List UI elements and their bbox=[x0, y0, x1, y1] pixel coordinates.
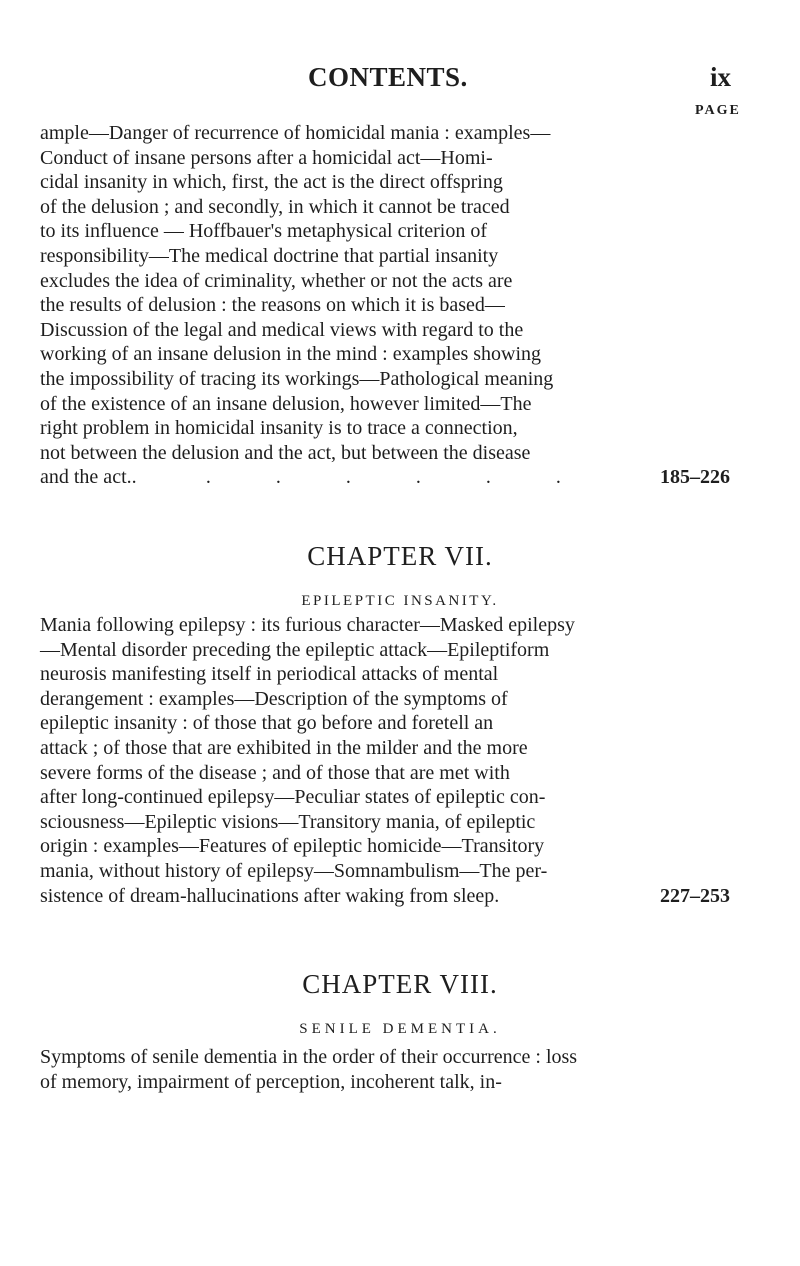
summary-line: Mania following epilepsy : its furious character—Masked epilepsy bbox=[40, 614, 575, 636]
summary-line: working of an insane delusion in the mind : examples showing bbox=[40, 343, 542, 366]
running-title: CONTENTS. bbox=[308, 62, 468, 92]
summary-line: epileptic insanity : of those that go before and foretell an bbox=[40, 712, 494, 735]
summary-line: to its influence — Hoffbauer's metaphysical criterion of bbox=[40, 220, 487, 243]
page-number: ix bbox=[710, 62, 732, 92]
chapter-subtitle: EPILEPTIC INSANITY. bbox=[301, 593, 499, 609]
chapter-heading: CHAPTER VIII. bbox=[302, 969, 498, 999]
summary-line: after long-continued epilepsy—Peculiar states of epileptic con- bbox=[40, 786, 546, 809]
summary-line: excludes the idea of criminality, whether or not the acts are bbox=[40, 269, 513, 292]
page-range: 227–253 bbox=[660, 884, 730, 907]
dot-leaders: . . . . . . bbox=[205, 466, 591, 489]
summary-line: derangement : examples—Description of the symptoms of bbox=[40, 687, 508, 710]
chapter-7-summary bbox=[40, 613, 730, 908]
running-head bbox=[0, 62, 800, 96]
summary-line: right problem in homicidal insanity is to trace a connection, bbox=[40, 417, 518, 440]
summary-line: sciousness—Epileptic visions—Transitory mania, of epileptic bbox=[40, 810, 536, 833]
summary-last-line bbox=[40, 465, 730, 490]
summary-line: cidal insanity in which, first, the act is the direct offspring bbox=[40, 171, 503, 194]
summary-line: severe forms of the disease ; and of those that are met with bbox=[40, 761, 510, 784]
chapter-heading: CHAPTER VII. bbox=[307, 541, 493, 571]
summary-last-line bbox=[40, 884, 730, 909]
summary-line: of the existence of an insane delusion, however limited—The bbox=[40, 392, 532, 415]
summary-line: attack ; of those that are exhibited in the milder and the more bbox=[40, 736, 528, 759]
summary-line: mania, without history of epilepsy—Somnambulism—The per- bbox=[40, 859, 548, 882]
summary-line: the impossibility of tracing its workings—Pathological meaning bbox=[40, 367, 554, 390]
summary-line: Conduct of insane persons after a homicidal act—Homi- bbox=[40, 146, 493, 169]
chapter-subtitle: SENILE DEMENTIA. bbox=[299, 1021, 501, 1037]
summary-line: of memory, impairment of perception, incoherent talk, in- bbox=[40, 1070, 502, 1093]
summary-line: Discussion of the legal and medical views with regard to the bbox=[40, 318, 524, 341]
summary-line: of the delusion ; and secondly, in which it cannot be traced bbox=[40, 195, 510, 218]
summary-line: sistence of dream-hallucinations after waking from sleep. bbox=[40, 884, 500, 907]
summary-line: the results of delusion : the reasons on which it is based— bbox=[40, 294, 505, 317]
page-range: 185–226 bbox=[660, 466, 730, 489]
summary-line: and the act.. bbox=[40, 466, 137, 489]
summary-line: neurosis manifesting itself in periodical attacks of mental bbox=[40, 663, 499, 686]
chapter-8-summary bbox=[40, 1045, 730, 1094]
summary-line: not between the delusion and the act, but between the disease bbox=[40, 441, 531, 464]
summary-line: origin : examples—Features of epileptic homicide—Transitory bbox=[40, 835, 545, 858]
chapter-6-summary bbox=[40, 121, 730, 490]
page-column-label: PAGE bbox=[695, 103, 741, 118]
summary-line: —Mental disorder preceding the epileptic attack—Epileptiform bbox=[40, 638, 550, 661]
summary-line: ample—Danger of recurrence of homicidal mania : examples— bbox=[40, 122, 551, 144]
summary-line: Symptoms of senile dementia in the order of their occurrence : loss bbox=[40, 1046, 578, 1068]
summary-line: responsibility—The medical doctrine that partial insanity bbox=[40, 244, 499, 267]
